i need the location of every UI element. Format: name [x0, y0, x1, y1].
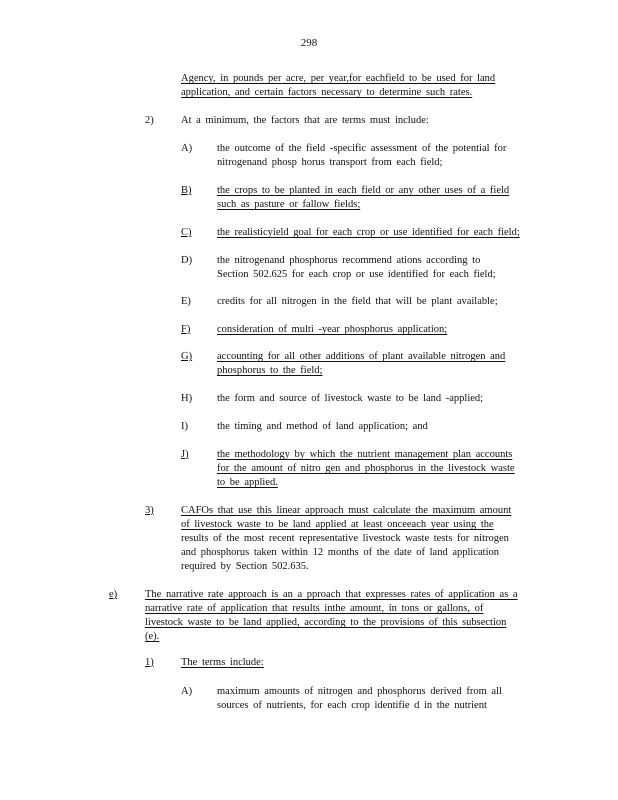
item-label: B)	[181, 185, 192, 196]
text-line: sources of nutrients, for each crop identifie d in the nutrient	[217, 700, 487, 711]
item-label: H)	[181, 393, 193, 404]
item-F-text	[217, 323, 447, 337]
item-B-text	[217, 184, 509, 212]
item-G-text	[217, 350, 505, 378]
text-line: the form and source of livestock waste to be land -applied;	[217, 393, 484, 404]
item-label: I)	[181, 421, 188, 432]
text-line: the crops to be planted in each field or any other uses of a field	[217, 185, 510, 196]
text-line: and phosphorus taken within 12 months of the date of land application	[181, 547, 499, 558]
text-line: phosphorus to the field;	[217, 365, 323, 376]
text-line: credits for all nitrogen in the field that will be plant available;	[217, 296, 498, 307]
item-2-text	[181, 114, 429, 128]
item-e-text	[145, 588, 518, 644]
item-A2-text	[217, 685, 502, 713]
text-line: application, and certain factors necessary to determine such rates.	[181, 87, 473, 98]
text-line: consideration of multi -year phosphorus application;	[217, 324, 448, 335]
item-label: 2)	[145, 115, 154, 126]
item-label: A)	[181, 686, 193, 697]
item-label: E)	[181, 296, 191, 307]
text-line: The narrative rate approach is an a pproach that expresses rates of application as a	[145, 589, 518, 600]
text-line: the realisticyield goal for each crop or use identified for each field;	[217, 227, 520, 238]
text-line: required by Section 502.635.	[181, 561, 309, 572]
text-line: maximum amounts of nitrogen and phosphorus derived from all	[217, 686, 502, 697]
text-line: nitrogenand phosp horus transport from each field;	[217, 157, 443, 168]
text-line: The terms include:	[181, 657, 264, 668]
text-line: CAFOs that use this linear approach must calculate the maximum amount	[181, 505, 512, 516]
text-line: the outcome of the field -specific assessment of the potential for	[217, 143, 507, 154]
text-line: the methodology by which the nutrient management plan accounts	[217, 449, 513, 460]
item-label: D)	[181, 255, 193, 266]
text-line: At a minimum, the factors that are terms must include:	[181, 115, 429, 126]
item-C-text	[217, 226, 520, 240]
item-D-text	[217, 254, 496, 282]
item-label: J)	[181, 449, 189, 460]
text-line: livestock waste to be land applied, according to the provisions of this subsection	[145, 617, 507, 628]
item-label: G)	[181, 351, 193, 362]
text-line: of livestock waste to be land applied at least onceeach year using the	[181, 519, 494, 530]
item-J-text	[217, 448, 515, 490]
item-label: C)	[181, 227, 192, 238]
text-line: the nitrogenand phosphorus recommend ations according to	[217, 255, 481, 266]
item-label: 3)	[145, 505, 154, 516]
text-line: to be applied.	[217, 477, 278, 488]
page-number: 298	[300, 37, 318, 49]
text-line: Section 502.625 for each crop or use identified for each field;	[217, 269, 496, 280]
text-line: accounting for all other additions of plant available nitrogen and	[217, 351, 506, 362]
item-E-text	[217, 295, 498, 309]
intro-paragraph	[181, 72, 495, 100]
text-line: such as pasture or fallow fields;	[217, 199, 361, 210]
item-1-text	[181, 656, 264, 670]
item-A-text	[217, 142, 506, 170]
item-label: e)	[109, 589, 118, 600]
item-label: 1)	[145, 657, 154, 668]
item-3-text	[181, 504, 511, 574]
item-H-text	[217, 392, 483, 406]
item-label: A)	[181, 143, 193, 154]
text-line: (e).	[145, 631, 160, 642]
item-I-text	[217, 420, 428, 434]
text-line: results of the most recent representative livestock waste tests for nitrogen	[181, 533, 509, 544]
text-line: narrative rate of application that results inthe amount, in tons or gallons, of	[145, 603, 484, 614]
text-line: for the amount of nitro gen and phosphorus in the livestock waste	[217, 463, 515, 474]
text-line: the timing and method of land application; and	[217, 421, 428, 432]
text-line: Agency, in pounds per acre, per year,for eachfield to be used for land	[181, 73, 496, 84]
item-label: F)	[181, 324, 191, 335]
